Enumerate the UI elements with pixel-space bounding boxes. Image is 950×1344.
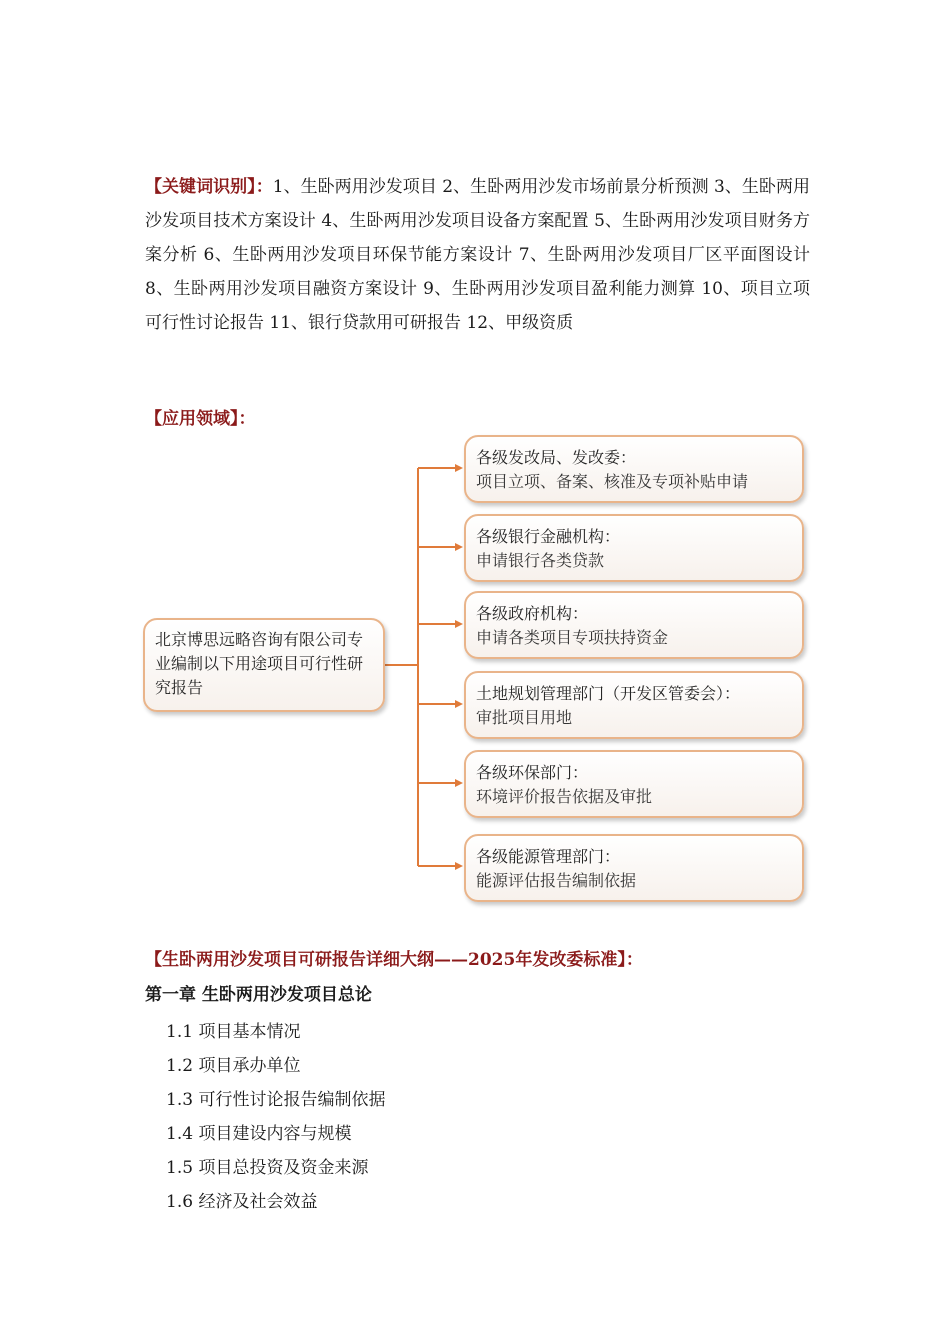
target-title: 各级能源管理部门： <box>476 847 621 866</box>
target-desc: 申请各类项目专项扶持资金 <box>476 628 669 647</box>
target-title: 土地规划管理部门（开发区管委会）： <box>476 684 741 703</box>
target-desc: 能源评估报告编制依据 <box>476 871 637 890</box>
outline-item: 1.3 可行性讨论报告编制依据 <box>166 1090 386 1110</box>
outline-heading: 【生卧两用沙发项目可研报告详细大纲——2025年发改委标准】： <box>145 950 643 970</box>
outline-item: 1.4 项目建设内容与规模 <box>166 1124 352 1144</box>
keywords-heading: 【关键词识别】： <box>145 177 273 197</box>
target-box-environment <box>464 750 804 818</box>
branch-arrow-5 <box>455 862 463 870</box>
target-desc: 环境评价报告依据及审批 <box>476 787 653 806</box>
outline-item: 1.6 经济及社会效益 <box>166 1192 318 1212</box>
outline-list <box>166 1015 385 1219</box>
keywords-paragraph <box>145 170 810 340</box>
application-heading: 【应用领域】： <box>145 409 256 429</box>
target-title: 各级银行金融机构： <box>476 527 621 546</box>
connector-lines <box>385 468 418 866</box>
target-box-banks <box>464 514 804 582</box>
target-box-energy <box>464 834 804 902</box>
outline-item: 1.5 项目总投资及资金来源 <box>166 1158 369 1178</box>
branch-arrow-3 <box>455 700 463 708</box>
target-title: 各级政府机构： <box>476 604 589 623</box>
branch-arrow-4 <box>455 779 463 787</box>
branch-arrow-2 <box>455 620 463 628</box>
outline-item: 1.1 项目基本情况 <box>166 1022 301 1042</box>
outline-item: 1.2 项目承办单位 <box>166 1056 301 1076</box>
connector-branches <box>418 464 463 870</box>
branch-arrow-1 <box>455 543 463 551</box>
target-desc: 审批项目用地 <box>476 708 573 727</box>
target-desc: 申请银行各类贷款 <box>476 551 605 570</box>
branch-arrow-0 <box>455 464 463 472</box>
target-box-ndrc <box>464 435 804 503</box>
target-title: 各级环保部门： <box>476 763 589 782</box>
target-desc: 项目立项、备案、核准及专项补贴申请 <box>476 472 749 491</box>
target-box-government <box>464 591 804 659</box>
target-title: 各级发改局、发改委： <box>476 448 637 467</box>
keywords-text: 1、生卧两用沙发项目 2、生卧两用沙发市场前景分析预测 3、生卧两用沙发项目技术方案设计 4、生卧两用沙发项目设备方案配置 5、生卧两用沙发项目财务方案分析 6、生卧两用沙发项目环保节能方案设计 7、生卧两用沙发项目厂区平面图设计 8、生卧两用沙发项目融资方案设计 9、生卧两用沙发项目盈利能力测算 10、项目立项可行性讨论报告 11、银行贷款用可研报告 12、甲级资质 <box>145 177 810 333</box>
source-company-box: 北京博思远略咨询有限公司专业编制以下用途项目可行性研究报告 <box>143 618 385 712</box>
chapter-title: 第一章 生卧两用沙发项目总论 <box>145 985 372 1005</box>
target-box-land-planning <box>464 671 804 739</box>
